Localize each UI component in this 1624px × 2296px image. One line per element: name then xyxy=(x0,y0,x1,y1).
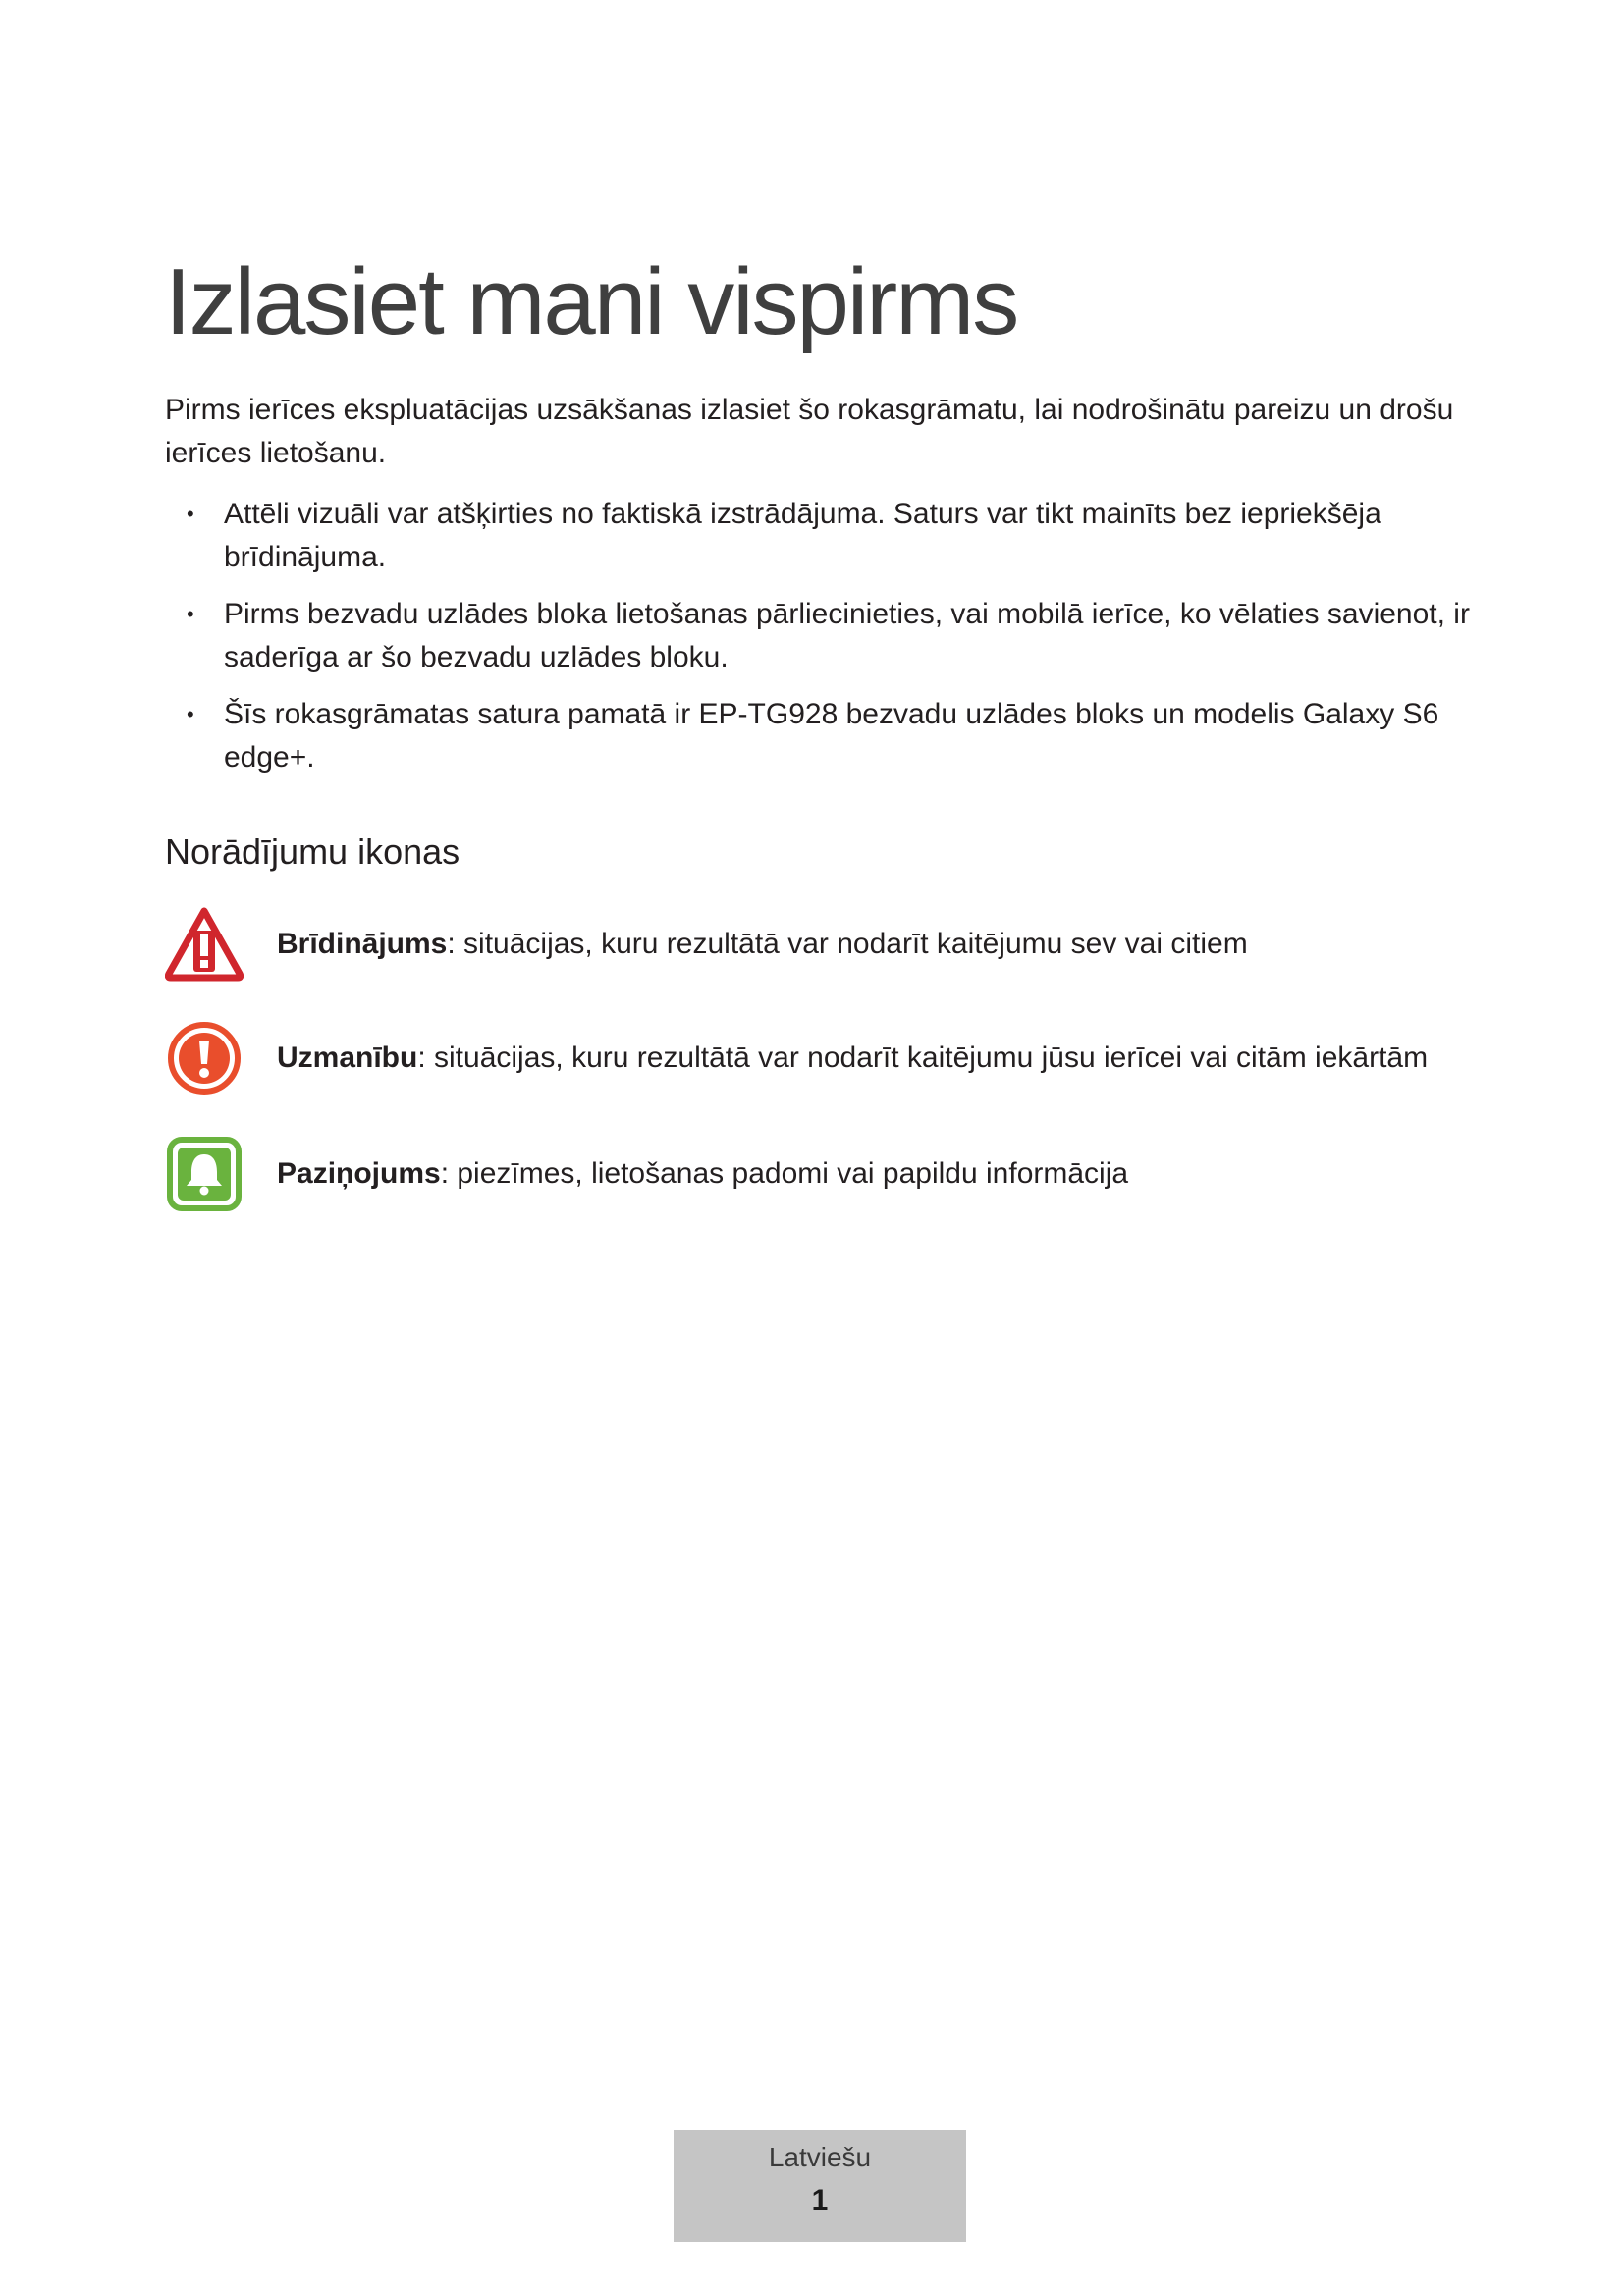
bullet-dot: • xyxy=(187,502,194,526)
notice-warning-text xyxy=(277,923,1248,966)
footer-language: Latviešu xyxy=(768,2142,872,2172)
bullet-item xyxy=(165,493,1481,579)
notice-info xyxy=(165,1135,1540,1213)
notice-warning xyxy=(165,905,1540,984)
bullet-item xyxy=(165,593,1481,679)
page-title: Izlasiet mani vispirms xyxy=(165,249,1018,354)
intro-paragraph: Pirms ierīces ekspluatācijas uzsākšanas izlasiet šo rokasgrāmatu, lai nodrošinātu pareizu un drošu ierīces lietošanu. xyxy=(165,394,1454,469)
notice-term: Uzmanību xyxy=(277,1041,418,1074)
page-footer xyxy=(674,2130,966,2242)
notice-info-text xyxy=(277,1152,1128,1196)
bullet-dot: • xyxy=(187,602,194,626)
bullet-dot: • xyxy=(187,702,194,726)
bullet-text: Šīs rokasgrāmatas satura pamatā ir EP-TG928 bezvadu uzlādes bloks un modelis Galaxy S6 edge+. xyxy=(224,698,1439,774)
notice-term: Brīdinājums xyxy=(277,928,448,960)
notice-term: Paziņojums xyxy=(277,1157,441,1190)
bullet-text: Attēli vizuāli var atšķirties no faktiskā izstrādājuma. Saturs var tikt mainīts bez iepriekšēja brīdinājuma. xyxy=(224,498,1381,573)
bullet-list xyxy=(165,493,1481,793)
notice-caution xyxy=(165,1019,1540,1097)
notice-description: : piezīmes, lietošanas padomi vai papildu informācija xyxy=(440,1157,1129,1190)
bullet-text: Pirms bezvadu uzlādes bloka lietošanas pārliecinieties, vai mobilā ierīce, ko vēlaties savienot, ir saderīga ar šo bezvadu uzlādes bloku. xyxy=(224,598,1470,673)
notice-bell-icon xyxy=(165,1135,244,1213)
caution-circle-icon xyxy=(165,1019,244,1097)
notice-caution-text xyxy=(277,1037,1428,1080)
bullet-item xyxy=(165,693,1481,779)
page-number: 1 xyxy=(811,2184,829,2216)
warning-triangle-icon xyxy=(165,905,244,984)
notice-description: : situācijas, kuru rezultātā var nodarīt kaitējumu jūsu ierīcei vai citām iekārtām xyxy=(417,1041,1429,1074)
notice-description: : situācijas, kuru rezultātā var nodarīt kaitējumu sev vai citiem xyxy=(447,928,1248,960)
section-title: Norādījumu ikonas xyxy=(165,831,460,872)
